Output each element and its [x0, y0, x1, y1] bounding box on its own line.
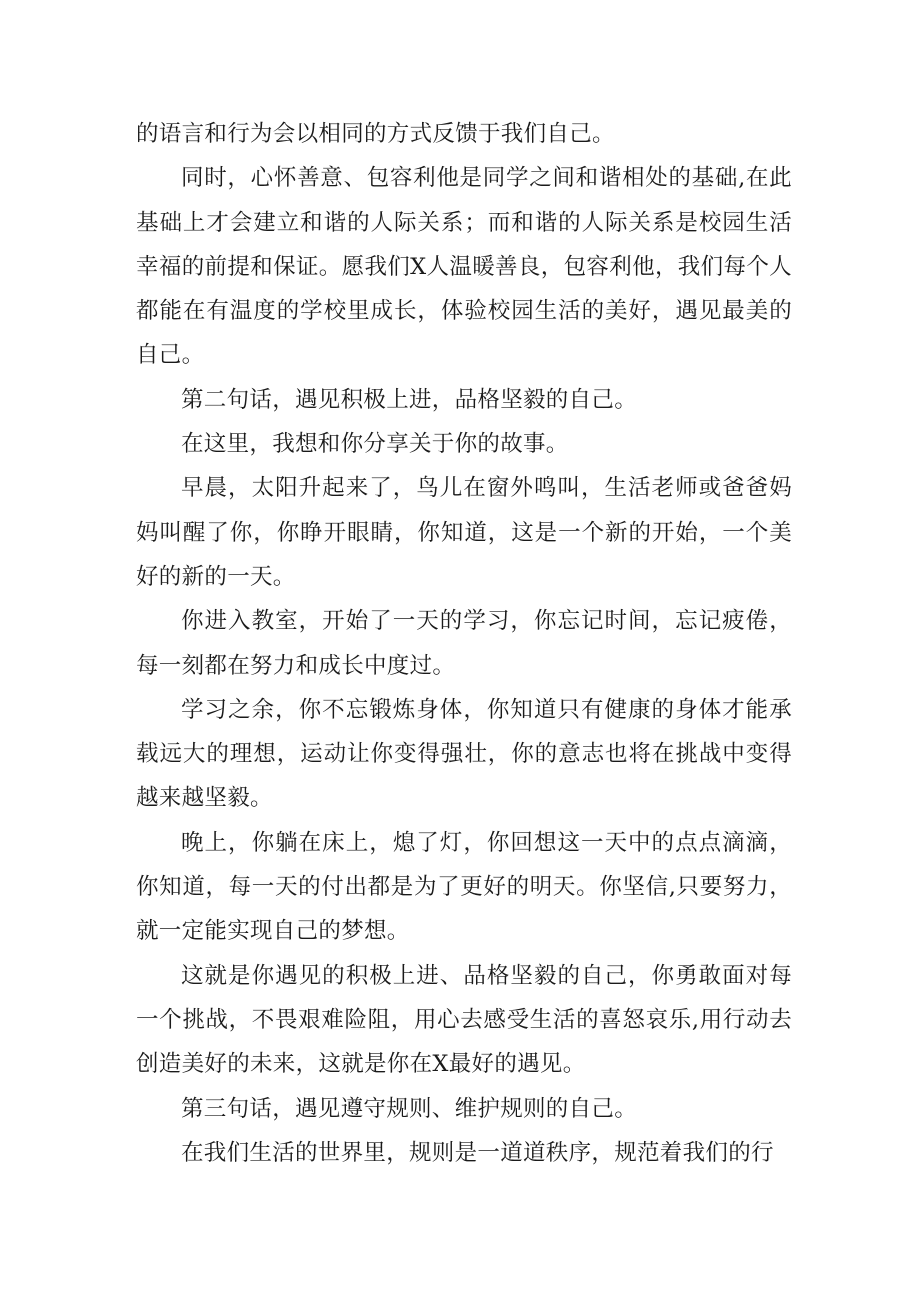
- paragraph: 你进入教室，开始了一天的学习，你忘记时间，忘记疲倦，每一刻都在努力和成长中度过。: [136, 608, 792, 679]
- paragraph-heading-second: 第二句话，遇见积极上进，品格坚毅的自己。: [181, 386, 638, 413]
- paragraph-heading-third: 第三句话，遇见遵守规则、维护规则的自己。: [181, 1095, 638, 1122]
- paragraph: 同时，心怀善意、包容利他是同学之间和谐相处的基础,在此基础上才会建立和谐的人际关系；而和谐的人际关系是校园生活幸福的前提和保证。愿我们X人温暖善良，包容利他，我们每个人都能在有温度的学校里成长，体验校园生活的美好，遇见最美的自己。: [136, 165, 792, 369]
- paragraph: 学习之余，你不忘锻炼身体，你知道只有健康的身体才能承载远大的理想，运动让你变得强壮，你的意志也将在挑战中变得越来越坚毅。: [136, 696, 792, 812]
- paragraph-continuation: 的语言和行为会以相同的方式反馈于我们自己。: [136, 121, 615, 147]
- paragraph: 这就是你遇见的积极上进、品格坚毅的自己，你勇敢面对每一个挑战，不畏艰难险阻，用心去感受生活的喜怒哀乐,用行动去创造美好的未来，这就是你在X最好的遇见。: [136, 962, 792, 1078]
- paragraph: 早晨，太阳升起来了，鸟儿在窗外鸣叫，生活老师或爸爸妈妈叫醒了你，你睁开眼睛，你知道，这是一个新的开始，一个美好的新的一天。: [136, 475, 792, 590]
- paragraph: 在这里，我想和你分享关于你的故事。: [181, 431, 569, 458]
- document-body: [136, 112, 792, 1175]
- paragraph: 晚上，你躺在床上，熄了灯，你回想这一天中的点点滴滴，你知道，每一天的付出都是为了更好的明天。你坚信,只要努力，就一定能实现自己的梦想。: [136, 829, 792, 945]
- paragraph: 在我们生活的世界里，规则是一道道秩序，规范着我们的行: [181, 1139, 774, 1166]
